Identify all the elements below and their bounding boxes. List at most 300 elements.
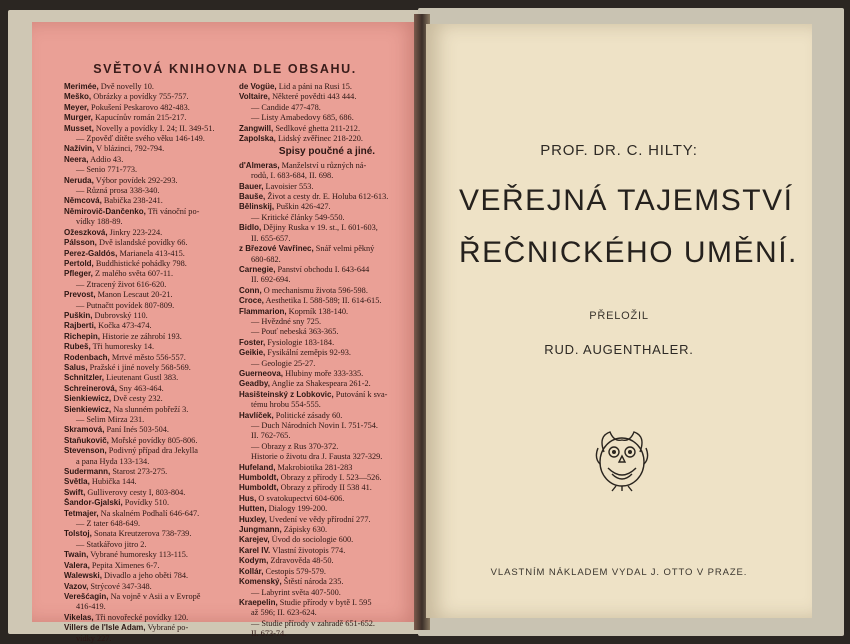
catalog-entry [64,228,242,238]
entry-text: Jinkry 223-224. [109,227,163,237]
catalog-entry [239,608,415,618]
catalog-entry [64,217,242,227]
catalog-entry [239,244,415,254]
entry-text: Historie ze záhrobí 193. [102,331,182,341]
entry-author: Salus, [64,362,88,372]
entry-author: Swift, [64,487,86,497]
catalog-entry [64,550,242,560]
catalog-entry [64,561,242,571]
entry-text: Historie o životu dra J. Fausta 327-329. [251,452,383,462]
entry-author: Kodym, [239,556,269,566]
entry-author: Walewski, [64,571,102,581]
entry-text: Život a cesty dr. E. Holuba 612-613. [267,192,389,202]
entry-text: Fysiologie 183-184. [267,337,335,347]
entry-author: Hufeland, [239,462,276,472]
entry-author: de Vogüe, [239,82,277,91]
entry-text: — Selim Mirza 231. [76,415,145,424]
entry-text: Novelly a povídky I. 24; II. 349-51. [95,123,215,133]
catalog-entry [239,223,415,233]
entry-author: Rodenbach, [64,352,110,362]
entry-text: — Hvězdné sny 725. [251,316,322,326]
entry-text: Některé povědti 443 444. [272,92,357,102]
entry-author: Musset, [64,123,94,133]
catalog-entry [239,588,415,598]
catalog-entry [64,321,242,331]
entry-author: Merimée, [64,82,99,91]
entry-text: Manželství u různých ná- [281,160,367,170]
catalog-entry [64,238,242,248]
entry-text: tému hrobu 554-555. [251,400,321,410]
entry-author: Rubeš, [64,342,91,352]
entry-text: 680-682. [251,254,281,264]
entry-text: O mechanismu života 596-598. [263,285,368,295]
entry-text: II. 762-765. [251,431,291,441]
entry-text: Snář velmi pěkný [315,244,375,254]
catalog-entry [64,405,242,415]
catalog-entry [239,525,415,535]
entry-text: Úvod do sociologie 600. [271,535,354,545]
entry-author: Geadby, [239,379,270,389]
catalog-entry [239,431,415,441]
entry-author: Kraepelin, [239,597,278,607]
entry-author: Sudermann, [64,467,111,477]
entry-author: Tetmajer, [64,508,99,518]
catalog-entry [239,113,415,123]
catalog-entry [64,457,242,467]
entry-author: Kollár, [239,566,264,576]
catalog-entry [239,103,415,113]
catalog-entry [64,498,242,508]
entry-author: Havlíček, [239,410,274,420]
entry-author: Němirovič-Dančenko, [64,206,146,216]
entry-author: Schreinerová, [64,383,117,393]
entry-author: Bauše, [239,192,266,202]
catalog-entry [239,598,415,608]
entry-text: Výbor povídek 292-293. [95,175,178,185]
catalog-entry [64,509,242,519]
catalog-page [32,22,418,643]
catalog-entry [64,155,242,165]
catalog-entry [239,400,415,410]
entry-author: Sienkiewicz, [64,394,112,404]
entry-text: Tři vánoční po- [147,206,200,216]
entry-text: Addio 43. [90,154,124,164]
entry-text: Manon Lescaut 20-21. [97,290,173,300]
catalog-list-novels [239,82,415,144]
entry-text: Povídky 510. [124,498,170,508]
entry-author: Bauer, [239,181,264,191]
catalog-entry [239,317,415,327]
entry-text: vídky 188-89. [76,217,123,227]
entry-author: Villers de l'Isle Adam, [64,623,146,633]
entry-text: — Geologie 25-27. [251,358,316,368]
entry-text: vídky 227. [76,633,112,643]
catalog-entry [64,446,242,456]
entry-text: Paní Inés 503-504. [106,425,169,435]
catalog-entry [239,182,415,192]
entry-author: Flammarion, [239,306,287,316]
translator-name: RUD. AUGENTHALER. [544,342,694,357]
entry-text: Na slunném pobřeží 3. [113,404,189,414]
entry-text: Sedlkové ghetta 211-212. [275,123,361,133]
entry-text: Obrazy z přírody I. 523—526. [280,473,382,483]
entry-text: O svatokupectví 604-606. [258,493,345,503]
entry-author: Puškin, [64,310,93,320]
entry-text: a pana Hyda 133-134. [76,456,150,466]
entry-author: Conn, [239,285,262,295]
entry-text: Dialogy 199-200. [268,504,328,514]
catalog-entry [64,165,242,175]
catalog-entry [64,425,242,435]
entry-text: Koprník 138-140. [288,306,349,316]
catalog-entry [64,259,242,269]
entry-text: II. 655-657. [251,233,291,243]
entry-text: — Kritické články 549-550. [251,212,345,222]
entry-text: Hubička 144. [91,477,137,487]
entry-text: Dvě novelly 10. [100,82,154,91]
entry-author: Vazov, [64,581,89,591]
catalog-entry [64,269,242,279]
catalog-entry [64,124,242,134]
entry-author: d'Almeras, [239,160,280,170]
catalog-entry [64,113,242,123]
entry-text: — Pouť nebeská 363-365. [251,327,339,337]
entry-text: Tři humoresky 14. [92,342,155,352]
entry-text: Sonata Kreutzerova 738-739. [93,529,192,539]
catalog-entry [239,307,415,317]
entry-text: Anglie za Shakespeara 261-2. [271,379,371,389]
entry-text: Vybrané humoresky 113-115. [90,550,189,560]
catalog-entry [64,134,242,144]
catalog-entry [64,519,242,529]
catalog-entry [239,134,415,144]
catalog-entry [239,348,415,358]
catalog-entry [64,436,242,446]
entry-text: Štěstí národa 235. [283,577,344,587]
entry-text: Puškin 426-427. [276,202,331,212]
entry-text: — Zpověď dítěte svého věku 146-149. [76,134,205,144]
entry-text: Obrázky a povídky 755-757. [93,92,189,102]
entry-author: Bidlo, [239,223,262,233]
entry-text: Marianela 413-415. [119,248,185,258]
entry-author: Pfleger, [64,269,93,279]
entry-text: Na skalném Podhalí 646-647. [100,508,200,518]
author-line: PROF. DR. C. HILTY: [540,142,698,159]
entry-author: Pálsson, [64,238,97,248]
book-title-line-1: VEŘEJNÁ TAJEMSTVÍ [459,184,794,217]
entry-text: Makrobiotika 281-283 [277,462,353,472]
entry-author: Foster, [239,337,266,347]
entry-text: — Statkářovo jitro 2. [76,539,147,549]
catalog-list-educational [239,161,415,640]
entry-author: Murger, [64,113,93,123]
entry-text: Fysikální zeměpis 92-93. [267,348,351,358]
entry-author: Croce, [239,296,264,306]
catalog-entry [239,296,415,306]
entry-author: Sienkiewicz, [64,404,112,414]
catalog-entry [239,379,415,389]
entry-text: rodů, I. 683-684, II. 698. [251,171,334,181]
entry-text: Starost 273-275. [112,467,168,477]
entry-author: Skramová, [64,425,105,435]
entry-text: Mrtvé město 556-557. [111,352,186,362]
catalog-entry [64,540,242,550]
catalog-entry [239,369,415,379]
owl-emblem-icon [592,422,652,492]
catalog-entry [239,567,415,577]
catalog-entry [239,275,415,285]
catalog-entry [239,504,415,514]
entry-text: — Ztracený život 616-620. [76,279,167,289]
entry-text: Aesthetika I. 588-589; II. 614-615. [265,296,382,306]
catalog-entry [64,634,242,644]
catalog-entry [239,213,415,223]
entry-author: Staňukovič, [64,435,109,445]
catalog-column-right [239,82,415,640]
entry-text: Politické zásady 60. [275,410,343,420]
catalog-entry [64,207,242,217]
entry-text: Divadlo a jeho oběti 784. [104,571,189,581]
title-page [426,24,812,618]
entry-text: II. 673-74. [251,629,287,639]
catalog-entry [239,390,415,400]
catalog-entry [239,161,415,171]
catalog-entry [64,144,242,154]
entry-text: Lieutenant Gustl 383. [106,373,179,383]
entry-author: Hutten, [239,504,267,514]
catalog-entry [239,442,415,452]
entry-text: Lavoisier 553. [265,181,314,191]
catalog-heading: SVĚTOVÁ KNIHOVNA DLE OBSAHU. [93,62,357,76]
entry-text: až 596; II. 623-624. [251,608,317,618]
catalog-entry [64,488,242,498]
catalog-entry [64,82,242,92]
entry-text: Putování k sva- [335,389,388,399]
entry-text: Sny 463-464. [119,383,164,393]
catalog-entry [64,249,242,259]
catalog-entry [239,92,415,102]
entry-author: Schnitzler, [64,373,105,383]
catalog-entry [64,467,242,477]
entry-author: Komenský, [239,577,282,587]
catalog-entry [239,411,415,421]
entry-text: Strýcové 347-348. [90,581,152,591]
entry-text: Uvedení ve vědy přírodní 277. [268,514,371,524]
catalog-entry [64,602,242,612]
catalog-entry [239,515,415,525]
entry-author: Němcová, [64,196,102,206]
catalog-entry [64,592,242,602]
entry-text: Tři novořecké povídky 120. [95,612,189,622]
catalog-entry [64,290,242,300]
catalog-entry [64,384,242,394]
entry-author: Bělinskij, [239,202,275,212]
entry-text: V blázinci, 792-794. [96,144,165,154]
catalog-entry [239,546,415,556]
entry-author: Huxley, [239,514,267,524]
catalog-entry [239,619,415,629]
entry-text: Lidský zvěřinec 218-220. [277,134,364,144]
catalog-entry [239,82,415,92]
entry-author: Zangwill, [239,123,274,133]
catalog-entry [239,473,415,483]
entry-text: — Listy Amabedovy 685, 686. [251,113,354,123]
entry-text: Panství obchodu I. 643-644 [277,264,370,274]
entry-author: Voltaire, [239,92,270,102]
entry-text: Hlubiny moře 333-335. [285,368,364,378]
entry-text: Vybrané po- [147,623,189,633]
catalog-entry [64,582,242,592]
entry-author: Humboldt, [239,473,279,483]
entry-text: — Labyrint světa 407-500. [251,587,341,597]
catalog-entry [239,359,415,369]
catalog-entry [64,529,242,539]
catalog-entry [239,494,415,504]
catalog-entry [239,286,415,296]
catalog-entry [64,623,242,633]
entry-author: Meško, [64,92,92,102]
entry-author: Valera, [64,560,90,570]
catalog-entry [239,577,415,587]
entry-author: Perez-Galdós, [64,248,118,258]
entry-author: Karejev, [239,535,270,545]
catalog-entry [64,613,242,623]
catalog-entry [64,311,242,321]
entry-text: Studie přírody v bytě I. 595 [279,597,372,607]
catalog-entry [239,192,415,202]
entry-author: Hasišteinský z Lobkovic, [239,389,334,399]
catalog-entry [239,463,415,473]
entry-text: Lid a páni na Rusi 15. [278,82,352,91]
entry-author: Richepin, [64,331,101,341]
entry-text: Dvě cesty 232. [113,394,163,404]
entry-text: — Obrazy z Rus 370-372. [251,441,339,451]
catalog-entry [64,342,242,352]
entry-text: Dubrovský 110. [94,310,148,320]
catalog-entry [239,338,415,348]
catalog-entry [239,171,415,181]
catalog-entry [64,332,242,342]
entry-text: Pepita Ximenes 6-7. [91,560,160,570]
entry-author: Pertold, [64,258,94,268]
book-title-line-2: ŘEČNICKÉHO UMĚNÍ. [459,236,798,269]
entry-text: — Putnačtt povídek 807-809. [76,300,175,310]
entry-author: Nažívin, [64,144,95,154]
catalog-entry [64,363,242,373]
entry-author: Twain, [64,550,89,560]
entry-text: — Senio 771-773. [76,165,138,175]
entry-text: 416-419. [76,602,106,612]
catalog-entry [64,92,242,102]
catalog-entry [64,477,242,487]
publisher-imprint: VLASTNÍM NÁKLADEM VYDAL J. OTTO V PRAZE. [490,567,748,578]
entry-text: — Studie přírody v zahradě 651-652. [251,618,375,628]
catalog-entry [64,280,242,290]
entry-text: Pražské i jiné novely 568-569. [89,362,191,372]
catalog-entry [239,265,415,275]
entry-author: Neruda, [64,175,94,185]
entry-author: Jungmann, [239,525,282,535]
entry-author: Šandor-Gjalski, [64,498,123,508]
catalog-entry [239,535,415,545]
entry-text: Dvě islandské povídky 66. [98,238,188,248]
entry-text: Kapucínův román 215-217. [94,113,187,123]
entry-text: Z malého světa 607-11. [94,269,174,279]
catalog-entry [64,186,242,196]
entry-author: Rajberti, [64,321,97,331]
catalog-entry [239,255,415,265]
entry-author: Neera, [64,154,89,164]
entry-author: Hus, [239,493,257,503]
catalog-entry [64,415,242,425]
entry-author: Světla, [64,477,90,487]
catalog-entry [64,176,242,186]
entry-author: Guerneova, [239,368,284,378]
entry-text: — Z tater 648-649. [76,519,141,529]
catalog-entry [64,196,242,206]
entry-author: Tolstoj, [64,529,92,539]
entry-text: Gulliverovy cesty I, 803-804. [87,487,186,497]
entry-author: Karel IV. [239,545,271,555]
catalog-entry [64,103,242,113]
entry-author: Verešćagin, [64,591,109,601]
catalog-entry [239,452,415,462]
entry-author: Ožeszková, [64,227,108,237]
catalog-entry [239,556,415,566]
entry-author: z Březové Vavřinec, [239,244,314,254]
entry-text: Cestopis 579-579. [265,566,326,576]
entry-text: Dějiny Ruska v 19. st., I. 601-603, [263,223,378,233]
entry-text: Na vojně v Asii a v Evropě [110,591,201,601]
entry-author: Meyer, [64,102,89,112]
entry-text: — Duch Národních Novin I. 751-754. [251,421,378,430]
catalog-entry [64,373,242,383]
entry-text: II. 692-694. [251,275,291,285]
entry-text: Buddhistické pohádky 798. [95,258,187,268]
catalog-entry [239,629,415,639]
entry-author: Zapolska, [239,134,276,144]
entry-author: Carnegie, [239,264,276,274]
entry-author: Prevost, [64,290,96,300]
entry-text: Pokušení Peskarovo 482-483. [90,102,190,112]
entry-author: Humboldt, [239,483,279,493]
entry-text: Kočka 473-474. [98,321,152,331]
catalog-entry [64,353,242,363]
catalog-entry [239,327,415,337]
section-heading: Spisy poučné a jiné. [278,146,376,158]
entry-text: Vlastní životopis 774. [272,545,346,555]
catalog-entry [239,124,415,134]
entry-author: Vikelas, [64,612,94,622]
entry-author: Stevenson, [64,446,107,456]
catalog-entry [64,571,242,581]
catalog-entry [239,483,415,493]
entry-text: — Různá prosa 338-340. [76,186,160,196]
translated-by-label: PŘELOŽIL [589,310,649,322]
entry-text: Zdravověda 48-50. [270,556,334,566]
entry-text: — Candide 477-478. [251,102,321,112]
catalog-entry [239,421,415,431]
entry-text: Obrazy z přírody II 538 41. [280,483,372,493]
catalog-column-left [64,82,242,644]
catalog-entry [239,234,415,244]
entry-text: Babička 238-241. [103,196,163,206]
entry-author: Geikie, [239,348,266,358]
entry-text: Zápisky 630. [283,525,328,535]
entry-text: Mořské povídky 805-806. [110,435,198,445]
catalog-entry [64,394,242,404]
catalog-entry [239,202,415,212]
